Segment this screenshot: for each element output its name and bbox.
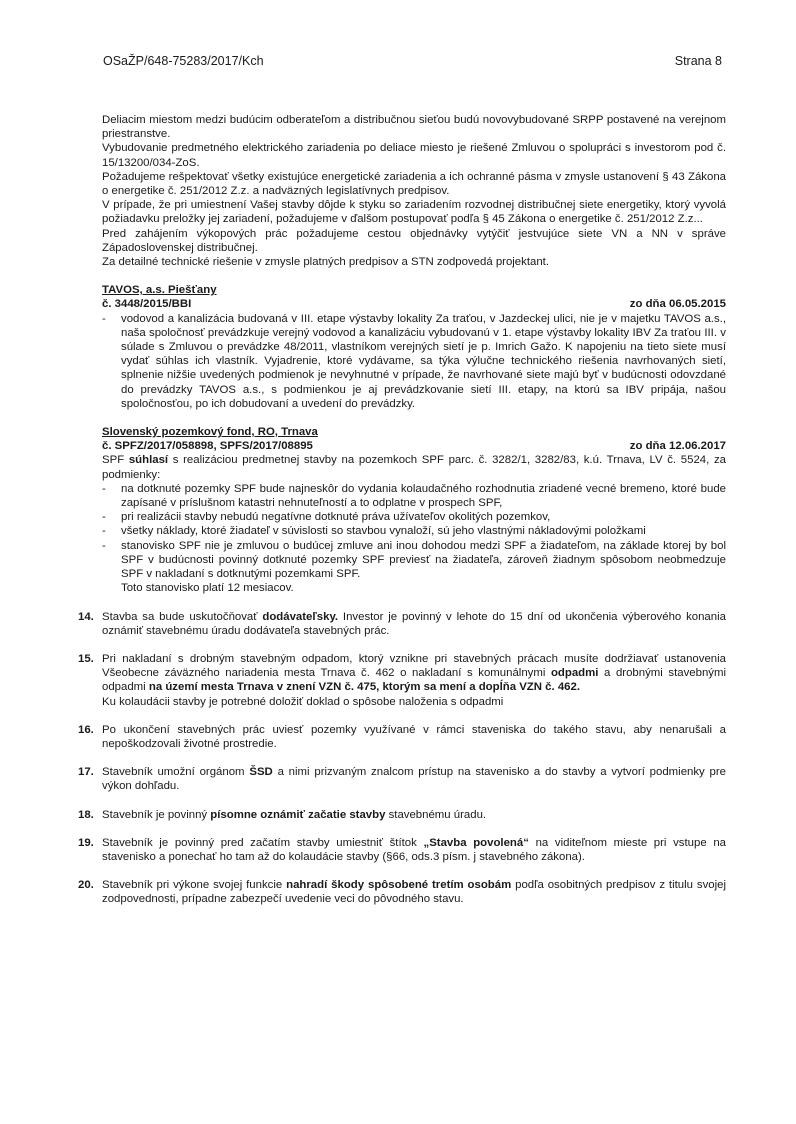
- section-heading: TAVOS, a.s. Piešťany: [102, 284, 217, 297]
- list-item: [102, 482, 726, 510]
- condition-17: 17. Stavebník umožní orgánom ŠSD a nimi prizvaným znalcom prístup na stavenisko a do stavby a vytvorí podmienky pre výkon dohľadu.: [78, 766, 727, 793]
- dash-marker: -: [102, 539, 106, 552]
- reference-number: č. SPFZ/2017/058898, SPFS/2017/08895: [102, 440, 313, 453]
- condition-number: 14.: [78, 610, 94, 623]
- section-heading: Slovenský pozemkový fond, RO, Trnava: [102, 426, 318, 439]
- document-body: [78, 113, 727, 907]
- condition-number: 19.: [78, 836, 94, 849]
- list-item-text: stanovisko SPF nie je zmluvou o budúcej zmluve ani inou dohodou medzi SPF a žiadateľom, na základe ktorej by bol SPF v budúcnosti povinný dotknuté pozemky SPF previesť na žiadateľa, zároveň žiadnym spôsobom neobmedzuje SPF v nakladaní s dotknutými pozemkami SPF.: [121, 539, 726, 581]
- list-item: [102, 539, 726, 582]
- paragraph: Deliacim miestom medzi budúcim odberateľom a distribučnou sieťou budú novovybudované SRPP postavené na verejnom priestranstve.: [102, 114, 726, 141]
- reference-line: [102, 439, 726, 453]
- list-item-text: všetky náklady, ktoré žiadateľ v súvislosti so stavbou vynaloží, sú jeho vlastnými nákladovými položkami: [121, 525, 646, 538]
- condition-16: 16. Po ukončení stavebných prác uviesť pozemky využívané v rámci staveniska do takého stavu, aby nenarušali a nepoškodzovali životné prostredie.: [78, 723, 726, 750]
- distribution-conditions: [102, 113, 726, 269]
- reference-line: [102, 297, 726, 311]
- list-item: [102, 510, 726, 524]
- list-item: [102, 524, 726, 538]
- list-item-text: na dotknuté pozemky SPF bude najneskôr do vydania kolaudačného rozhodnutia zriadené vecné bremeno, ktoré bude zapísané v príslušnom katastri nehnuteľností a to odplatne v prospech SPF,: [121, 482, 726, 510]
- tavos-section: [102, 283, 726, 411]
- dash-marker: -: [102, 482, 106, 495]
- document-number: OSaŽP/648-75283/2017/Kch: [103, 54, 264, 68]
- list-item-text: pri realizácii stavby nebudú negatívne dotknuté práva užívateľov okolitých pozemkov,: [121, 511, 551, 524]
- condition-14: 14. Stavba sa bude uskutočňovať dodávateľsky. Investor je povinný v lehote do 15 dní od ukončenia výberového konania oznámiť stavebnému úradu dodávateľa stavebných prác.: [78, 610, 726, 637]
- condition-number: 16.: [78, 723, 94, 736]
- condition-15: 15. Pri nakladaní s drobným stavebným odpadom, ktorý vznikne pri stavebných prácach musíte dodržiavať ustanovenia Všeobecne záväzného nariadenia mesta Trnava č. 462 o nakladaní s komunálnymi odpadmi a drobnými stavebnými odpadmi na území mesta Trnava v znení VZN č. 475, ktorým sa mení a dopĺňa VZN č. 462. Ku kolaudácii stavby je potrebné doložiť doklad o spôsobe naloženia s odpadmi: [78, 652, 726, 708]
- paragraph: Pred zahájením výkopových prác požadujeme cestou objednávky vytýčiť jestvujúce siete VN a NN v správe Západoslovenskej distribučnej.: [102, 227, 726, 254]
- validity-note: Toto stanovisko platí 12 mesiacov.: [121, 582, 294, 595]
- reference-number: č. 3448/2015/BBI: [102, 298, 192, 311]
- condition-number: 15.: [78, 652, 94, 665]
- list-item: [102, 312, 726, 411]
- condition-19: 19. Stavebník je povinný pred začatím stavby umiestniť štítok „Stavba povolená“ na viditeľnom mieste pri vstupe na stavenisko a ponechať ho tam až do kolaudácie stavby (§66, ods.3 písm. j stavebného zákona).: [78, 836, 726, 863]
- paragraph: Požadujeme rešpektovať všetky existujúce energetické zariadenia a ich ochranné pásma v zmysle ustanovení § 43 Zákona o energetike č. 251/2012 Z.z. a nadväzných legislatívnych predpisov.: [102, 170, 726, 198]
- spf-section: [102, 425, 726, 595]
- reference-date: zo dňa 06.05.2015: [629, 298, 726, 311]
- condition-number: 17.: [78, 766, 94, 779]
- dash-marker: -: [102, 525, 106, 538]
- reference-date: zo dňa 12.06.2017: [629, 440, 726, 453]
- condition-number: 20.: [78, 879, 94, 892]
- condition-20: 20. Stavebník pri výkone svojej funkcie nahradí škody spôsobené tretím osobám podľa osobitných predpisov z titulu svojej zodpovednosti, prípadne zabezpečí uvedenie veci do pôvodného stavu.: [78, 879, 727, 906]
- paragraph: SPF súhlasí s realizáciou predmetnej stavby na pozemkoch SPF parc. č. 3282/1, 3282/83, k.ú. Trnava, LV č. 5524, za podmienky:: [102, 454, 726, 481]
- condition-number: 18.: [78, 808, 94, 821]
- paragraph: V prípade, že pri umiestnení Vašej stavby dôjde k styku so zariadením rozvodnej distribučnej siete energetiky, ktorý vyvolá požiadavku preložky jej zariadení, požadujeme v ďalšom postupovať podľa § 45 Zákona o energetike č. 251/2012 Z.z...: [102, 199, 726, 226]
- condition-18: 18. Stavebník je povinný písomne oznámiť začatie stavby stavebnému úradu.: [78, 808, 487, 821]
- paragraph: Za detailné technické riešenie v zmysle platných predpisov a STN zodpovedá projektant.: [102, 256, 550, 269]
- paragraph: Vybudovanie predmetného elektrického zariadenia po deliace miesto je riešené Zmluvou o spolupráci s investorom pod č. 15/13200/034-ZoS.: [102, 142, 726, 169]
- dash-marker: -: [102, 511, 106, 524]
- dash-marker: -: [102, 312, 106, 325]
- page-number: Strana 8: [674, 54, 722, 68]
- list-item-text: vodovod a kanalizácia budovaná v III. etape výstavby lokality Za traťou, v Jazdeckej ulici, nie je v majetku TAVOS a.s., naša spoločnosť prevádzkuje verejný vodovod a kanalizáciu vybudovanú v 1. etape výstavby lokality IBV Za traťou III. v súlade s Zmluvou o prevádzke 48/2011, vlastníkom verejných sietí je p. Imrich Gažo. K napojeniu na tieto siete musí vydať súhlas ich vlastník. Vyjadrenie, ktoré vydávame, sa týka výlučne technického riešenia navrhovaných sietí, splnenie nižšie uvedených podmienok je nevyhnutné v prípade, že navrhované siete majú byť v budúcnosti odovzdané do prevádzky TAVOS a.s., s podmienkou je aj prevádzkovanie sietí III. etapy, na ktorú sa IBV pripája, našou spoločnosťou, po ich dobudovaní a uvedení do prevádzky.: [121, 312, 726, 410]
